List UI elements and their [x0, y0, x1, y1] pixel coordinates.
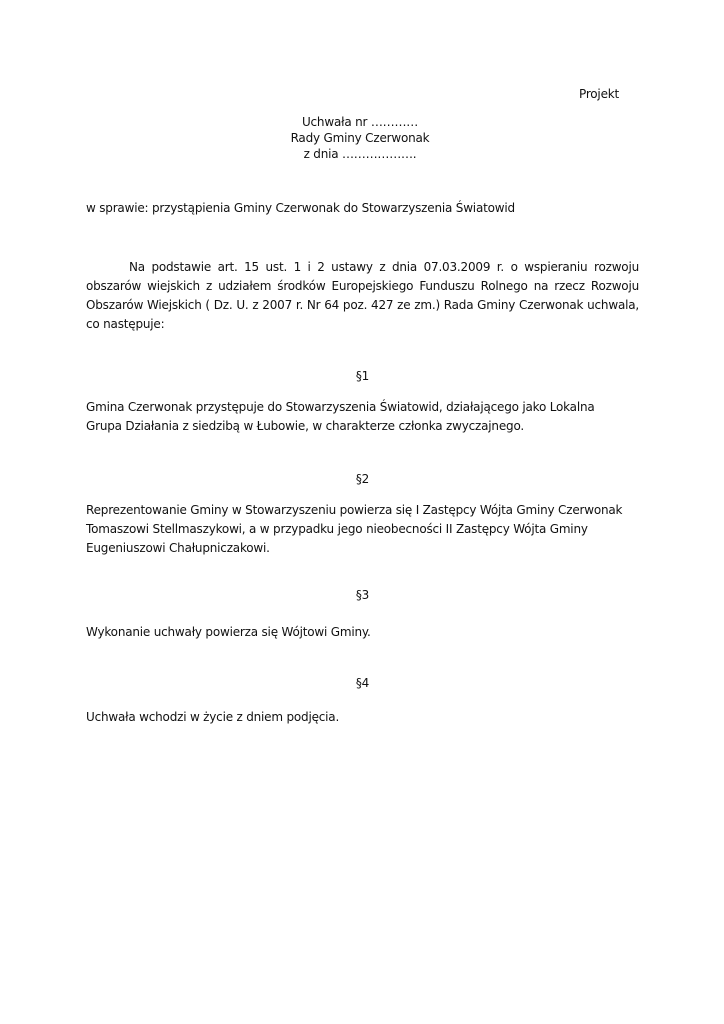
- section-2-heading: §2: [355, 472, 370, 486]
- resolution-subject: w sprawie: przystąpienia Gminy Czerwonak do Stowarzyszenia Światowid: [86, 201, 515, 215]
- section-4-line: Uchwała wchodzi w życie z dniem podjęcia.: [86, 710, 340, 724]
- section-1-heading: §1: [355, 369, 370, 383]
- resolution-header: [270, 114, 450, 162]
- section-2-line: Tomaszowi Stellmaszykowi, a w przypadku jego nieobecności II Zastępcy Wójta Gminy: [86, 522, 588, 536]
- resolution-number: Uchwała nr …………: [301, 115, 419, 129]
- section-1-line: Grupa Działania z siedzibą w Łubowie, w charakterze członka zwyczajnego.: [86, 419, 524, 433]
- section-3-heading: §3: [355, 588, 370, 602]
- section-2-text: [86, 501, 639, 558]
- section-3-text: [86, 623, 639, 642]
- section-1-line: Gmina Czerwonak przystępuje do Stowarzyszenia Światowid, działającego jako Lokalna: [86, 400, 595, 414]
- preamble-paragraph: Na podstawie art. 15 ust. 1 i 2 ustawy z dnia 07.03.2009 r. o wspieraniu rozwoju obszarów wiejskich z udziałem środków Europejskiego Funduszu Rolnego na rzecz Rozwoju Obszarów Wiejskich ( Dz. U. z 2007 r. Nr 64 poz. 427 ze zm.) Rada Gminy Czerwonak uchwala, co następuje:: [86, 260, 639, 331]
- section-3-line: Wykonanie uchwały powierza się Wójtowi Gminy.: [86, 625, 371, 639]
- section-4-heading: §4: [355, 676, 370, 690]
- section-2-line: Reprezentowanie Gminy w Stowarzyszeniu powierza się I Zastępcy Wójta Gminy Czerwonak: [86, 503, 623, 517]
- resolution-date: z dnia ……………….: [303, 147, 417, 161]
- section-1-text: [86, 398, 639, 436]
- section-2-line: Eugeniuszowi Chałupniczakowi.: [86, 541, 270, 555]
- draft-label: Projekt: [579, 87, 620, 101]
- section-4-text: [86, 708, 639, 727]
- council-name: Rady Gminy Czerwonak: [290, 131, 430, 145]
